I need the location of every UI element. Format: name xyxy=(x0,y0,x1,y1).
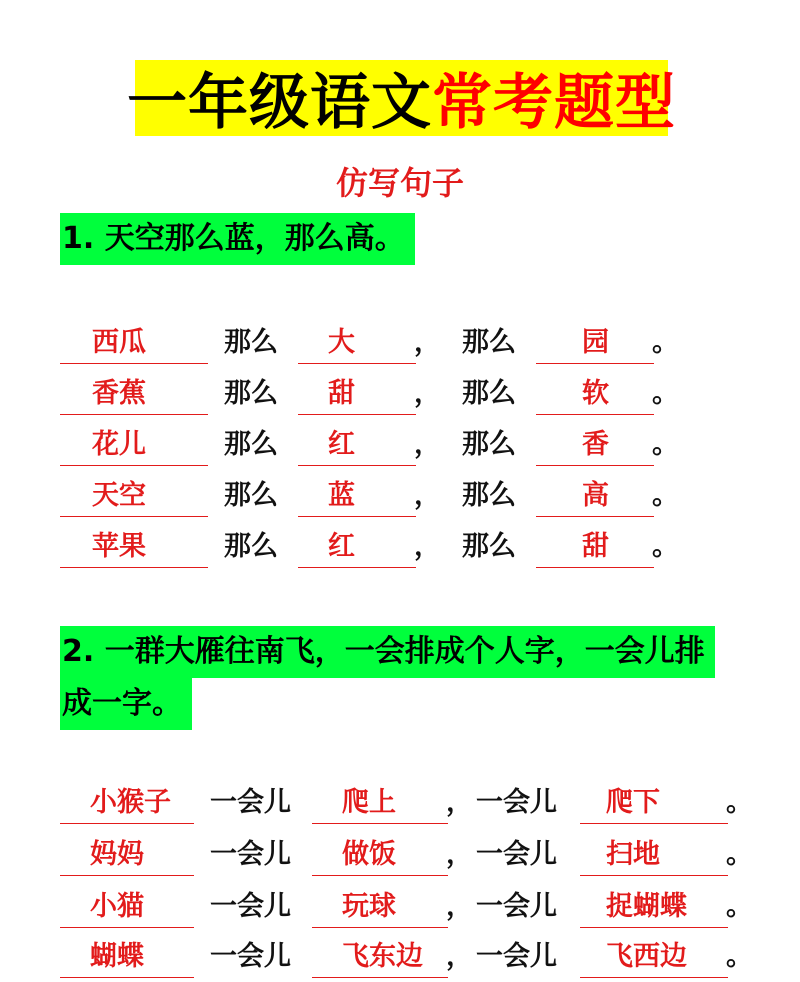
period: 。 xyxy=(652,531,679,562)
comma: ， xyxy=(414,378,441,409)
section2-heading-line2: 成一字。 xyxy=(60,678,192,730)
blank-adjective-2: 香 xyxy=(536,426,654,466)
blank-adjective-1: 红 xyxy=(298,426,416,466)
period: 。 xyxy=(652,378,679,409)
blank-subject: 小猫 xyxy=(60,888,194,928)
comma: ， xyxy=(446,941,473,972)
sentence-row xyxy=(0,936,800,982)
connector-word: 那么 xyxy=(462,531,516,562)
connector-word: 一会儿 xyxy=(476,787,557,818)
connector-word: 一会儿 xyxy=(476,891,557,922)
connector-word: 那么 xyxy=(462,327,516,358)
period: 。 xyxy=(652,327,679,358)
section1-heading: 1. 天空那么蓝，那么高。 xyxy=(60,213,415,265)
comma: ， xyxy=(446,891,473,922)
blank-action-2: 爬下 xyxy=(580,784,728,824)
connector-word: 那么 xyxy=(224,531,278,562)
comma: ， xyxy=(414,480,441,511)
subtitle: 仿写句子 xyxy=(335,164,464,202)
title-red-part: 常考题型 xyxy=(432,68,676,138)
connector-word: 那么 xyxy=(224,327,278,358)
blank-action-2: 扫地 xyxy=(580,836,728,876)
connector-word: 一会儿 xyxy=(210,839,291,870)
sentence-row xyxy=(0,424,800,470)
period: 。 xyxy=(652,480,679,511)
connector-word: 那么 xyxy=(462,378,516,409)
connector-word: 一会儿 xyxy=(210,941,291,972)
sentence-row xyxy=(0,322,800,368)
connector-word: 一会儿 xyxy=(210,891,291,922)
sentence-row xyxy=(0,782,800,828)
blank-action-1: 做饭 xyxy=(312,836,448,876)
sentence-row xyxy=(0,373,800,419)
connector-word: 那么 xyxy=(462,480,516,511)
blank-adjective-1: 蓝 xyxy=(298,477,416,517)
blank-action-1: 爬上 xyxy=(312,784,448,824)
period: 。 xyxy=(652,429,679,460)
blank-adjective-1: 甜 xyxy=(298,375,416,415)
blank-adjective-1: 红 xyxy=(298,528,416,568)
sentence-row xyxy=(0,834,800,880)
blank-subject: 妈妈 xyxy=(60,836,194,876)
connector-word: 一会儿 xyxy=(476,839,557,870)
blank-subject: 西瓜 xyxy=(60,324,208,364)
title-black-part: 一年级语文 xyxy=(127,68,432,138)
period: 。 xyxy=(726,941,753,972)
connector-word: 一会儿 xyxy=(476,941,557,972)
comma: ， xyxy=(414,531,441,562)
sentence-row xyxy=(0,526,800,572)
sentence-row xyxy=(0,475,800,521)
blank-action-1: 玩球 xyxy=(312,888,448,928)
comma: ， xyxy=(446,787,473,818)
period: 。 xyxy=(726,891,753,922)
blank-action-2: 捉蝴蝶 xyxy=(580,888,728,928)
blank-action-1: 飞东边 xyxy=(312,938,448,978)
connector-word: 那么 xyxy=(462,429,516,460)
blank-subject: 蝴蝶 xyxy=(60,938,194,978)
comma: ， xyxy=(414,327,441,358)
blank-subject: 小猴子 xyxy=(60,784,194,824)
blank-subject: 苹果 xyxy=(60,528,208,568)
sentence-row xyxy=(0,886,800,932)
period: 。 xyxy=(726,839,753,870)
comma: ， xyxy=(414,429,441,460)
blank-subject: 香蕉 xyxy=(60,375,208,415)
blank-adjective-2: 软 xyxy=(536,375,654,415)
blank-adjective-2: 园 xyxy=(536,324,654,364)
blank-adjective-2: 甜 xyxy=(536,528,654,568)
connector-word: 那么 xyxy=(224,429,278,460)
page-title xyxy=(127,60,676,138)
connector-word: 一会儿 xyxy=(210,787,291,818)
comma: ， xyxy=(446,839,473,870)
blank-action-2: 飞西边 xyxy=(580,938,728,978)
section2-heading-line1: 2. 一群大雁往南飞，一会排成个人字，一会儿排 xyxy=(60,626,715,678)
connector-word: 那么 xyxy=(224,480,278,511)
blank-adjective-1: 大 xyxy=(298,324,416,364)
period: 。 xyxy=(726,787,753,818)
blank-subject: 天空 xyxy=(60,477,208,517)
connector-word: 那么 xyxy=(224,378,278,409)
blank-subject: 花儿 xyxy=(60,426,208,466)
blank-adjective-2: 高 xyxy=(536,477,654,517)
